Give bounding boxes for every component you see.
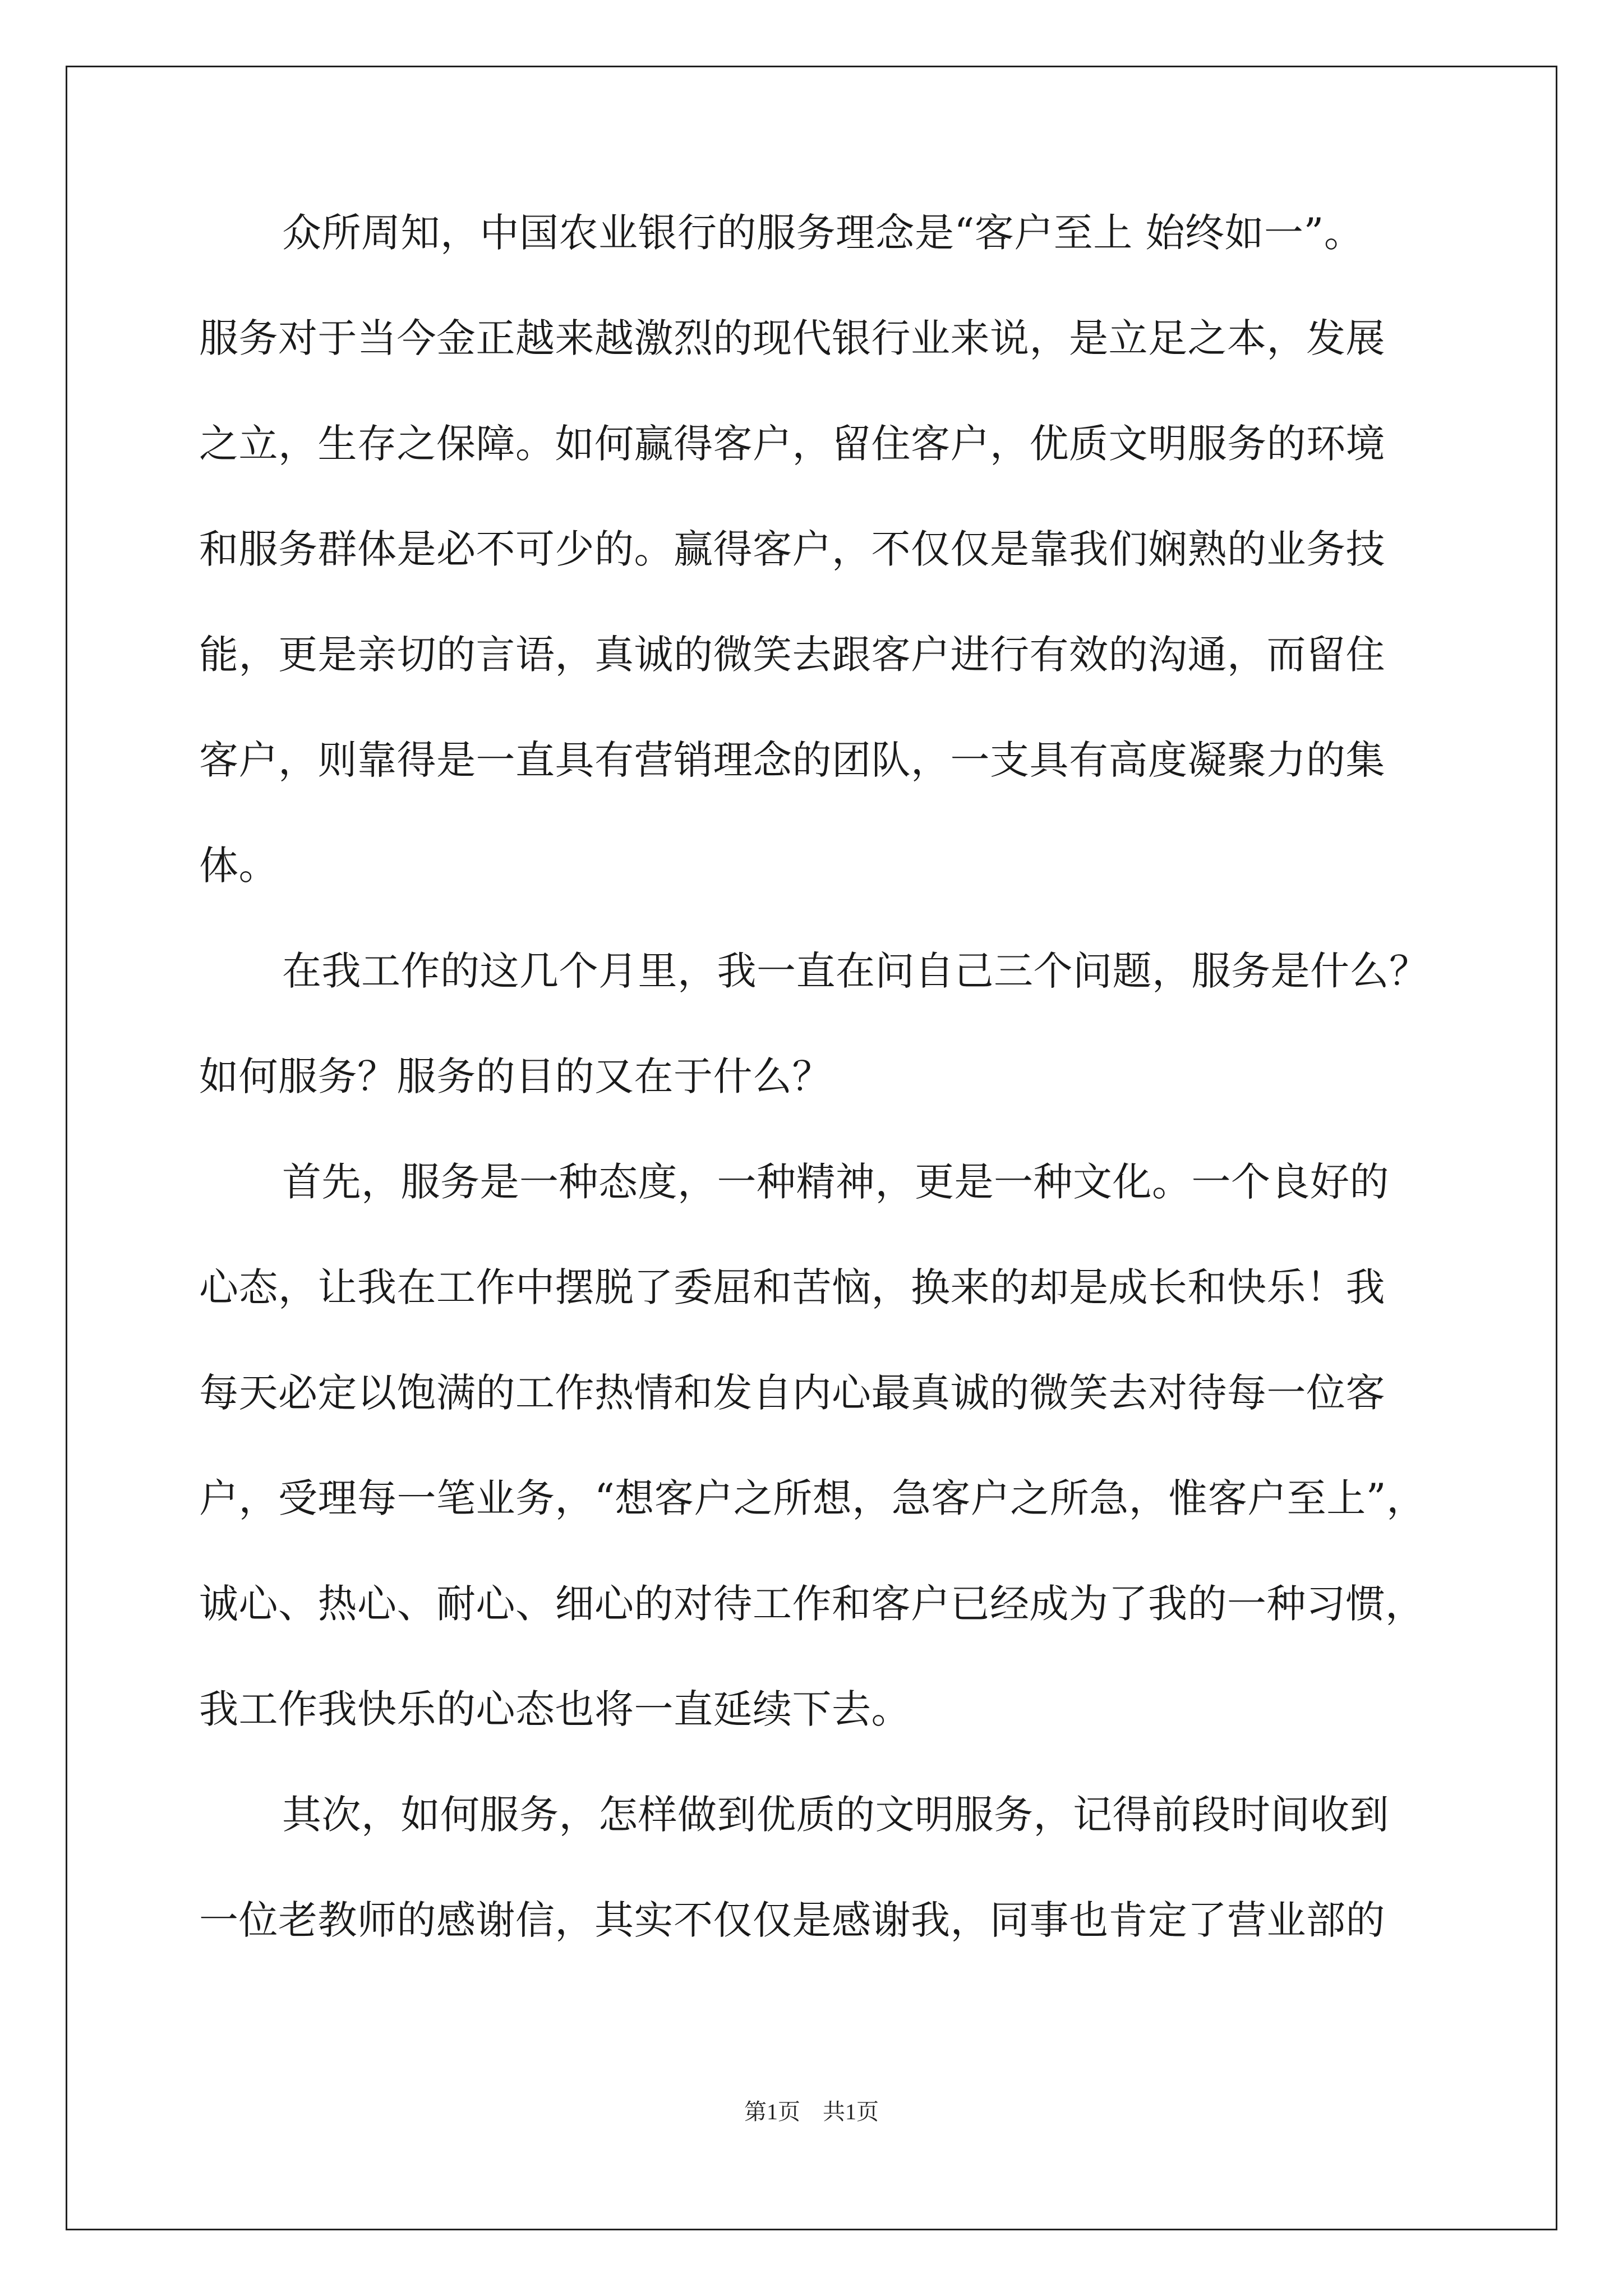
paragraph-1-line-6: 客户，则靠得是一直具有营销理念的团队，一支具有高度凝聚力的集 bbox=[199, 737, 1385, 783]
paragraph-4-line-1: 其次，如何服务，怎样做到优质的文明服务，记得前段时间收到 bbox=[282, 1792, 1389, 1838]
paragraph-3-line-4: 户，受理每一笔业务，“想客户之所想，急客户之所急，惟客户至上”， bbox=[199, 1475, 1426, 1521]
paragraph-3-line-5: 诚心、热心、耐心、细心的对待工作和客户已经成为了我的一种习惯， bbox=[199, 1581, 1425, 1627]
page-number-footer: 第1页 共1页 bbox=[744, 2099, 879, 2124]
paragraph-1-line-3: 之立，生存之保障。如何赢得客户，留住客户，优质文明服务的环境 bbox=[199, 421, 1385, 467]
paragraph-1-line-5: 能，更是亲切的言语，真诚的微笑去跟客户进行有效的沟通，而留住 bbox=[199, 632, 1385, 678]
paragraph-1-line-2: 服务对于当今金正越来越激烈的现代银行业来说，是立足之本，发展 bbox=[199, 315, 1385, 361]
paragraph-3-line-3: 每天必定以饱满的工作热情和发自内心最真诚的微笑去对待每一位客 bbox=[199, 1370, 1385, 1416]
paragraph-1-line-1: 众所周知，中国农业银行的服务理念是“客户至上 始终如一”。 bbox=[282, 210, 1364, 256]
paragraph-3-line-6: 我工作我快乐的心态也将一直延续下去。 bbox=[199, 1686, 911, 1732]
paragraph-4-line-2: 一位老教师的感谢信，其实不仅仅是感谢我，同事也肯定了营业部的 bbox=[199, 1897, 1385, 1943]
paragraph-2-line-1: 在我工作的这几个月里，我一直在问自己三个问题，服务是什么？ bbox=[282, 948, 1429, 994]
paragraph-1-line-4: 和服务群体是必不可少的。赢得客户，不仅仅是靠我们娴熟的业务技 bbox=[199, 526, 1385, 572]
document-body bbox=[199, 210, 1433, 2006]
paragraph-3-line-1: 首先，服务是一种态度，一种精神，更是一种文化。一个良好的 bbox=[282, 1159, 1389, 1205]
paragraph-3-line-2: 心态，让我在工作中摆脱了委屈和苦恼，换来的却是成长和快乐！我 bbox=[199, 1264, 1385, 1310]
paragraph-1-line-7: 体。 bbox=[199, 843, 278, 889]
paragraph-2-line-2: 如何服务？服务的目的又在于什么？ bbox=[199, 1053, 832, 1099]
